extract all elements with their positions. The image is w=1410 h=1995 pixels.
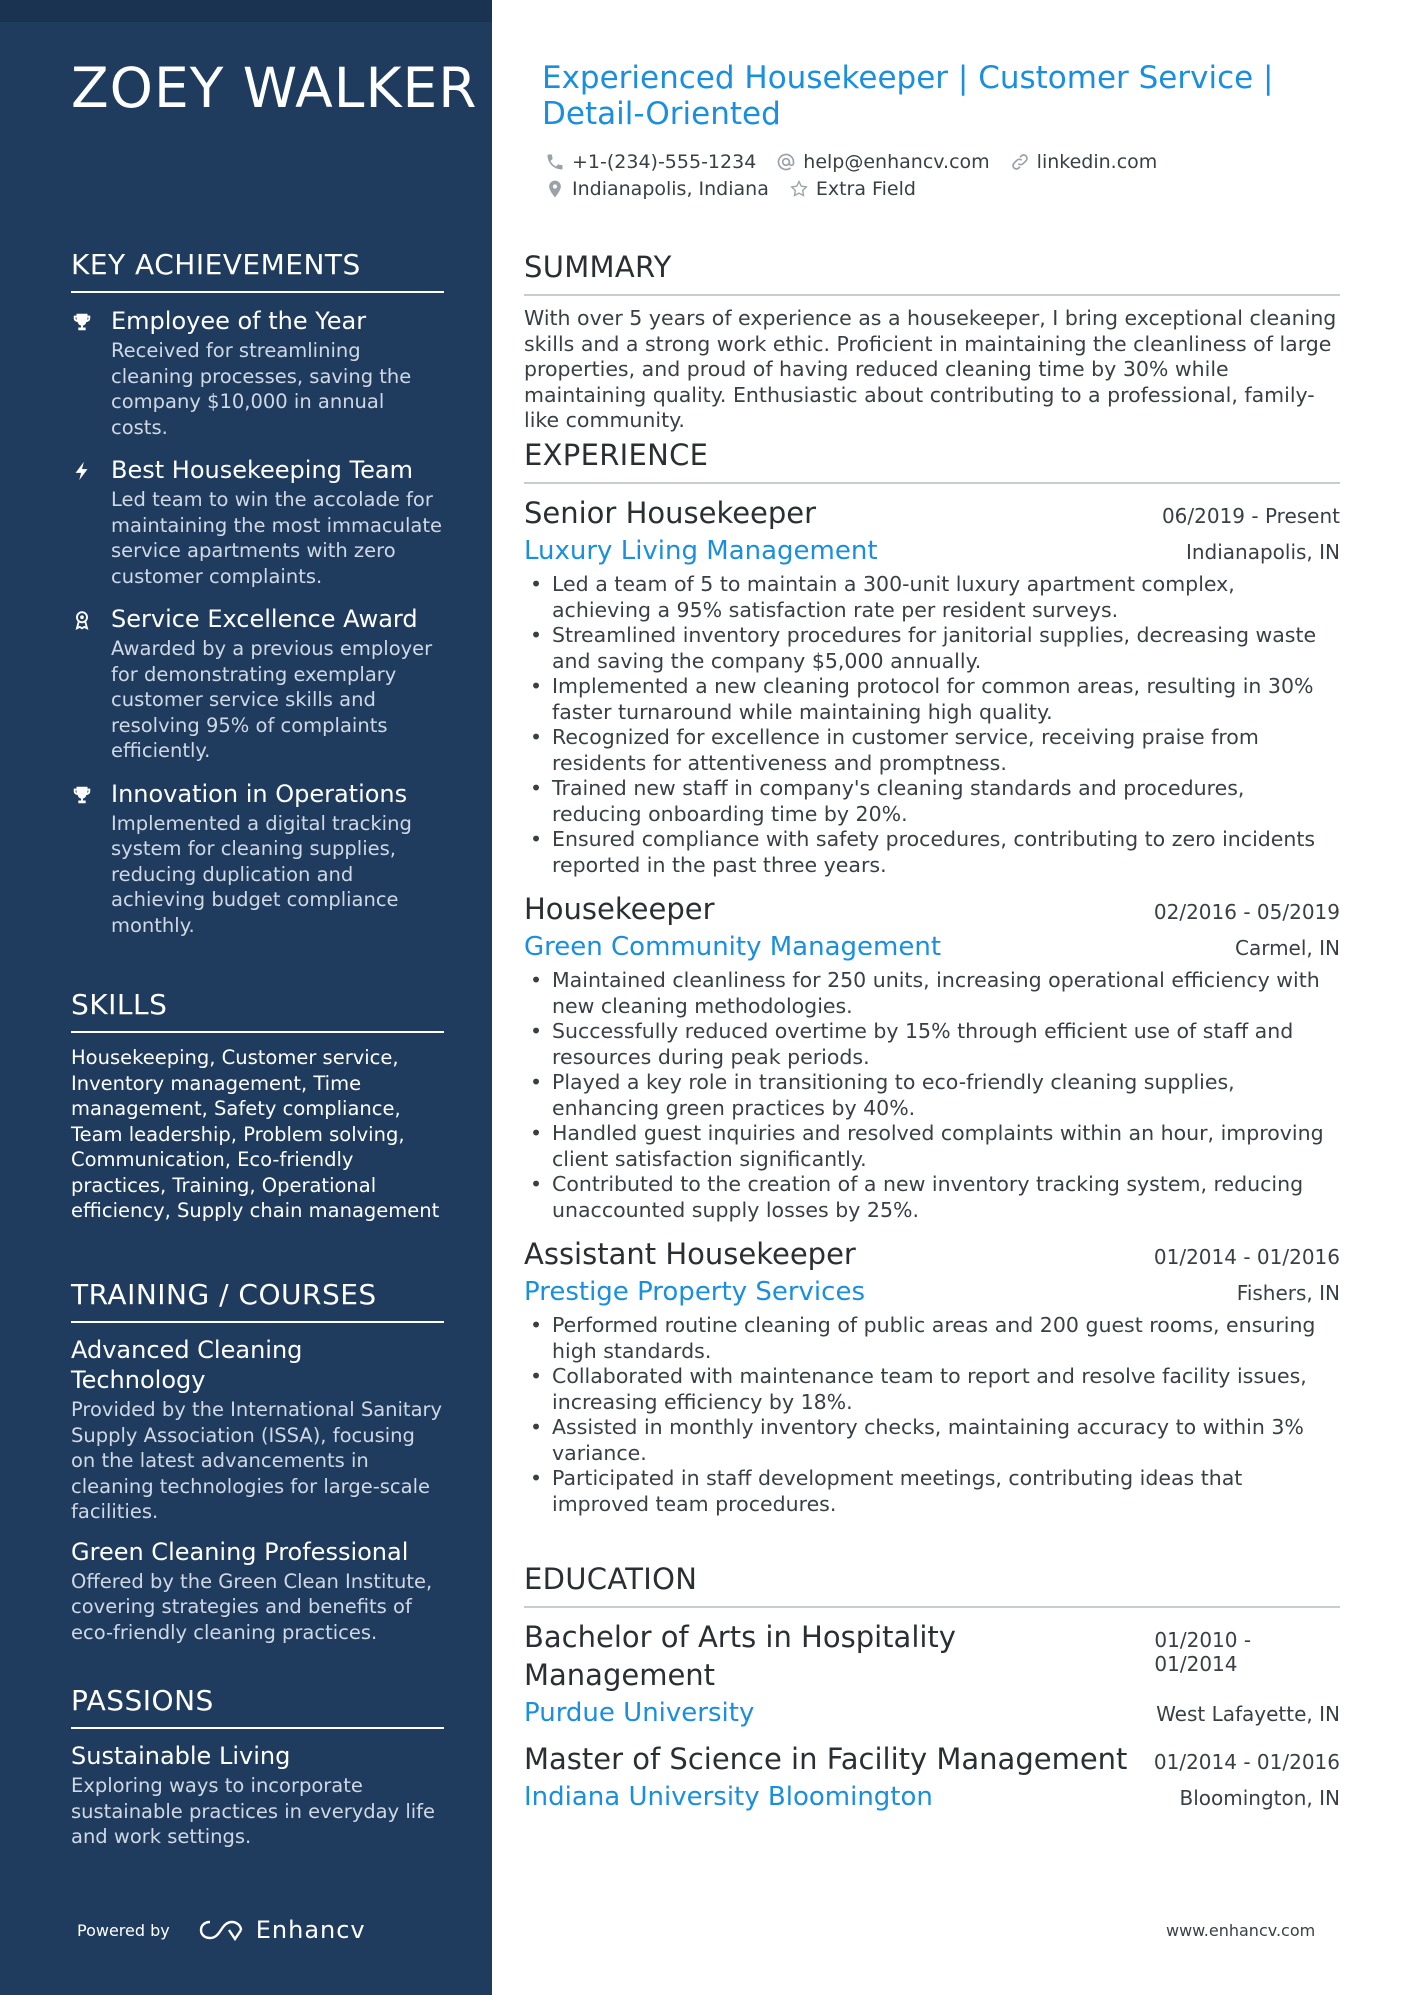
course-description: Offered by the Green Clean Institute, covering strategies and benefits of eco-friendly cleaning practices. [71,1569,433,1644]
bullet-item: • Maintained cleanliness for 250 units, increasing operational efficiency with new cleaning methodologies. [524,968,1340,1019]
achievement-item [71,305,444,440]
passion-description: Exploring ways to incorporate sustainable practices in everyday life and work settings. [71,1774,436,1848]
bullet-item: • Performed routine cleaning of public areas and 200 guest rooms, ensuring high standards. [524,1313,1340,1364]
bullet-item: • Participated in staff development meetings, contributing ideas that improved team procedures. [524,1466,1340,1517]
course-title: Green Cleaning Professional [71,1537,409,1566]
achievement-item [71,778,444,939]
passions-heading: PASSIONS [71,1684,444,1729]
email-item[interactable] [776,151,989,173]
key-achievements-heading: KEY ACHIEVEMENTS [71,248,444,293]
contact-info [545,148,1335,202]
summary-section [524,250,1340,434]
footer-url[interactable]: www.enhancv.com [1166,1921,1316,1940]
passion-item [71,1741,444,1850]
phone-text: +1-(234)-555-1234 [572,150,757,173]
company-name: Luxury Living Management [524,536,878,566]
course-description: Provided by the International Sanitary Supply Association (ISSA), focusing on the latest advancements in cleaning technologies for large-scale facilities. [71,1398,443,1523]
phone-icon [545,152,565,172]
education-entry [524,1618,1340,1730]
award-ribbon-icon [71,609,93,631]
bullet-item: • Ensured compliance with safety procedures, contributing to zero incidents reported in the past three years. [524,827,1340,878]
training-heading: TRAINING / COURSES [71,1278,444,1323]
trophy-icon [71,311,93,333]
skills-heading: SKILLS [71,988,444,1033]
passions-section [71,1684,444,1862]
school-location: Bloomington, IN [1179,1786,1340,1810]
job-title: Housekeeper [524,892,715,926]
school-location: West Lafayette, IN [1156,1702,1340,1726]
job-entry [524,890,1340,1223]
job-location: Indianapolis, IN [1185,540,1340,564]
sidebar-top-band [0,0,492,22]
powered-by-label: Powered by [77,1920,170,1940]
extra-field-item [789,178,916,200]
bullet-item: • Implemented a new cleaning protocol for common areas, resulting in 30% faster turnaround while maintaining high quality. [524,674,1340,725]
enhancv-logo-icon [198,1918,244,1942]
job-bullets [524,1313,1340,1517]
key-achievements-section [71,248,444,952]
sidebar [0,0,492,1995]
bullet-item: • Assisted in monthly inventory checks, maintaining accuracy to within 3% variance. [524,1415,1340,1466]
linkedin-item[interactable] [1010,151,1158,173]
bullet-item: • Led a team of 5 to maintain a 300-unit luxury apartment complex, achieving a 95% satisfaction rate per resident surveys. [524,572,1340,623]
location-pin-icon [545,179,565,199]
bullet-item: • Recognized for excellence in customer service, receiving praise from residents for attentiveness and promptness. [524,725,1340,776]
education-entry [524,1740,1340,1814]
education-date: 01/2014 - 01/2016 [1153,1750,1340,1774]
location-item [545,178,769,200]
school-name: Indiana University Bloomington [524,1782,933,1812]
course-title: Advanced Cleaning Technology [71,1336,303,1394]
enhancv-logo[interactable] [198,1916,366,1944]
achievement-title: Innovation in Operations [111,779,408,808]
bullet-item: • Played a key role in transitioning to eco-friendly cleaning supplies, enhancing green practices by 40%. [524,1070,1340,1121]
achievement-title: Best Housekeeping Team [111,456,413,484]
resume-headline: Experienced Housekeeper | Customer Service | Detail-Oriented [542,60,1274,132]
job-date: 06/2019 - Present [1161,504,1340,528]
job-date: 02/2016 - 05/2019 [1153,900,1340,924]
degree-title: Bachelor of Arts in Hospitality Management [524,1620,956,1692]
job-entry [524,494,1340,878]
bullet-item: • Streamlined inventory procedures for janitorial supplies, decreasing waste and saving the company $5,000 annually. [524,623,1340,674]
skills-list: Housekeeping, Customer service, Inventory management, Time management, Safety compliance, Team leadership, Problem solving, Communication, Eco-friendly practices, Training, Operational efficiency, Supply chain management [71,1046,440,1222]
job-location: Carmel, IN [1234,936,1340,960]
lightning-icon [71,460,93,482]
job-bullets [524,968,1340,1223]
email-text: help@enhancv.com [803,150,990,173]
achievement-item [71,454,444,589]
bullet-item: • Successfully reduced overtime by 15% through efficient use of staff and resources during peak periods. [524,1019,1340,1070]
company-name: Prestige Property Services [524,1277,865,1307]
education-date: 01/2010 - 01/2014 [1154,1628,1252,1676]
company-name: Green Community Management [524,932,942,962]
training-section [71,1278,444,1657]
achievement-description: Awarded by a previous employer for demonstrating exemplary customer service skills and resolving 95% of complaints efficiently. [111,637,433,762]
experience-section [524,438,1340,1529]
course-item [71,1335,444,1525]
school-name: Purdue University [524,1698,755,1728]
achievement-description: Implemented a digital tracking system for cleaning supplies, reducing duplication and achieving budget compliance monthly. [111,811,412,937]
link-icon [1010,152,1030,172]
achievement-title: Service Excellence Award [111,605,418,633]
phone-item[interactable] [545,151,756,173]
achievement-title: Employee of the Year [111,307,367,335]
job-location: Fishers, IN [1236,1281,1340,1305]
bullet-item: • Trained new staff in company's cleaning standards and procedures, reducing onboarding time by 20%. [524,776,1340,827]
job-date: 01/2014 - 01/2016 [1153,1245,1340,1269]
enhancv-brand: Enhancv [255,1916,366,1944]
degree-title: Master of Science in Facility Management [524,1742,1128,1776]
powered-by [77,1916,366,1944]
bullet-item: • Contributed to the creation of a new inventory tracking system, reducing unaccounted supply losses by 25%. [524,1172,1340,1223]
bullet-item: • Handled guest inquiries and resolved complaints within an hour, improving client satisfaction significantly. [524,1121,1340,1172]
achievement-description: Received for streamlining cleaning processes, saving the company $10,000 in annual costs. [111,339,412,439]
extra-field-text: Extra Field [815,177,916,200]
job-entry [524,1235,1340,1517]
summary-heading: SUMMARY [524,250,1340,296]
education-section [524,1562,1340,1824]
job-bullets [524,572,1340,878]
achievement-item [71,603,444,764]
passion-title: Sustainable Living [71,1742,291,1770]
at-icon [776,152,796,172]
course-item [71,1537,444,1646]
trophy-icon [71,784,93,806]
bullet-item: • Collaborated with maintenance team to report and resolve facility issues, increasing efficiency by 18%. [524,1364,1340,1415]
summary-text: With over 5 years of experience as a housekeeper, I bring exceptional cleaning skills and a strong work ethic. Proficient in maintaining the cleanliness of large properties, and proud of having reduced cleaning time by 30% while maintaining quality. Enthusiastic about contributing to a professional, family-like community. [524,306,1337,432]
experience-heading: EXPERIENCE [524,438,1340,484]
job-title: Senior Housekeeper [524,496,817,530]
skills-section [71,988,444,1224]
candidate-name: ZOEY WALKER [71,56,478,120]
achievement-description: Led team to win the accolade for maintaining the most immaculate service apartments with zero customer complaints. [111,488,443,588]
star-icon [789,179,809,199]
job-title: Assistant Housekeeper [524,1237,856,1271]
education-heading: EDUCATION [524,1562,1340,1608]
location-text: Indianapolis, Indiana [572,177,769,200]
linkedin-text: linkedin.com [1036,150,1158,173]
